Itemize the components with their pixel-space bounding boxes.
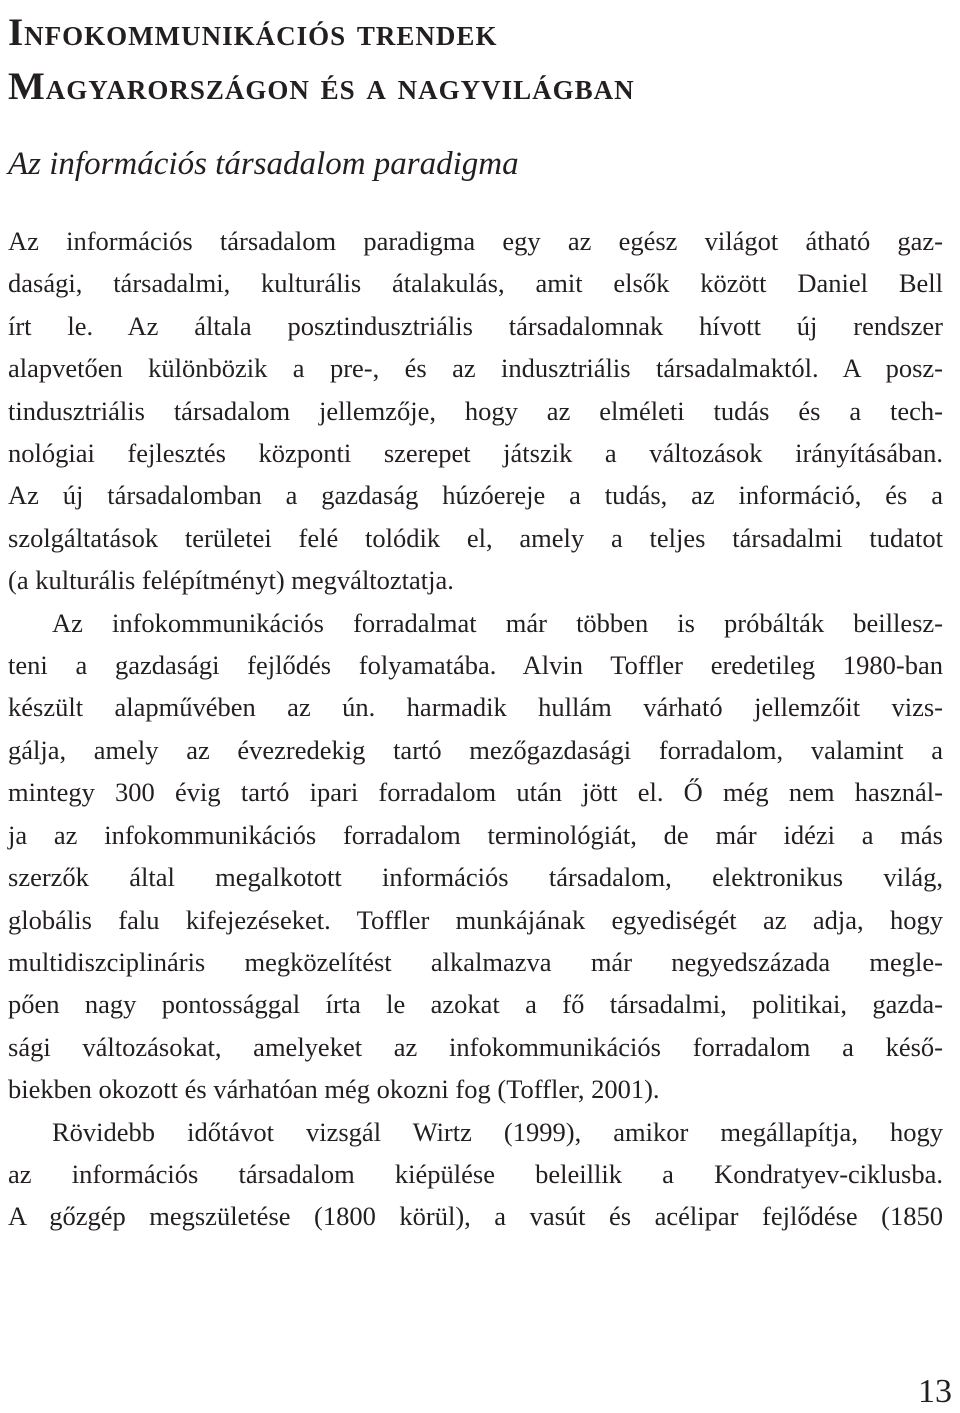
text-line: írt le. Az általa posztindusztriális társadalomnak hívott új rendszer [8, 310, 943, 341]
body-text [8, 220, 943, 1238]
text-line: szolgáltatások területei felé tolódik el, amely a teljes társadalmi tudatot [8, 522, 943, 553]
text-line: A gőzgép megszületése (1800 körül), a vasút és acélipar fejlődése (1850 [8, 1201, 943, 1232]
section-subtitle: Az információs társadalom paradigma [8, 146, 519, 182]
text-line: Az infokommunikációs forradalmat már többen is próbálták beillesz- [52, 607, 943, 638]
text-line: az információs társadalom kiépülése beleillik a Kondratyev-ciklusba. [8, 1158, 943, 1189]
text-line: szerzők által megalkotott információs társadalom, elektronikus világ, [8, 862, 943, 893]
page-number: 13 [918, 1373, 952, 1410]
text-line: multidiszciplináris megközelítést alkalmazva már negyedszázada megle- [8, 946, 943, 977]
paragraph-2 [8, 602, 943, 1111]
paragraph-3 [8, 1111, 943, 1238]
text-line: globális falu kifejezéseket. Toffler munkájának egyediségét az adja, hogy [8, 904, 943, 935]
text-line: (a kulturális felépítményt) megváltoztatja. [8, 565, 454, 596]
chapter-title [8, 6, 943, 114]
text-line: Az információs társadalom paradigma egy az egész világot átható gaz- [8, 226, 943, 256]
text-line: ja az infokommunikációs forradalom terminológiát, de már idézi a más [8, 819, 943, 850]
text-line: biekben okozott és várhatóan még okozni fog (Toffler, 2001). [8, 1074, 660, 1105]
text-line: Rövidebb időtávot vizsgál Wirtz (1999), amikor megállapítja, hogy [52, 1116, 943, 1147]
text-line: tindusztriális társadalom jellemzője, hogy az elméleti tudás és a tech- [8, 395, 943, 426]
text-line: pően nagy pontossággal írta le azokat a fő társadalmi, politikai, gazda- [8, 989, 943, 1020]
text-line: teni a gazdasági fejlődés folyamatába. Alvin Toffler eredetileg 1980-ban [8, 650, 943, 681]
page [8, 0, 943, 1238]
text-line: nológiai fejlesztés központi szerepet játszik a változások irányításában. [8, 438, 943, 469]
text-line: mintegy 300 évig tartó ipari forradalom után jött el. Ő még nem használ- [8, 777, 943, 808]
chapter-title-line-1: Infokommunikációs trendek [8, 11, 498, 54]
text-line: gálja, amely az évezredekig tartó mezőgazdasági forradalom, valamint a [8, 734, 943, 765]
text-line: Az új társadalomban a gazdaság húzóereje a tudás, az információ, és a [8, 480, 943, 511]
chapter-title-line-2: Magyarországon és a nagyvilágban [8, 65, 635, 108]
text-line: alapvetően különbözik a pre-, és az indusztriális társadalmaktól. A posz- [8, 353, 943, 384]
text-line: sági változásokat, amelyeket az infokommunikációs forradalom a késő- [8, 1031, 943, 1062]
text-line: dasági, társadalmi, kulturális átalakulás, amit elsők között Daniel Bell [8, 268, 943, 299]
paragraph-1 [8, 220, 943, 602]
text-line: készült alapművében az ún. harmadik hullám várható jellemzőit vizs- [8, 692, 943, 723]
